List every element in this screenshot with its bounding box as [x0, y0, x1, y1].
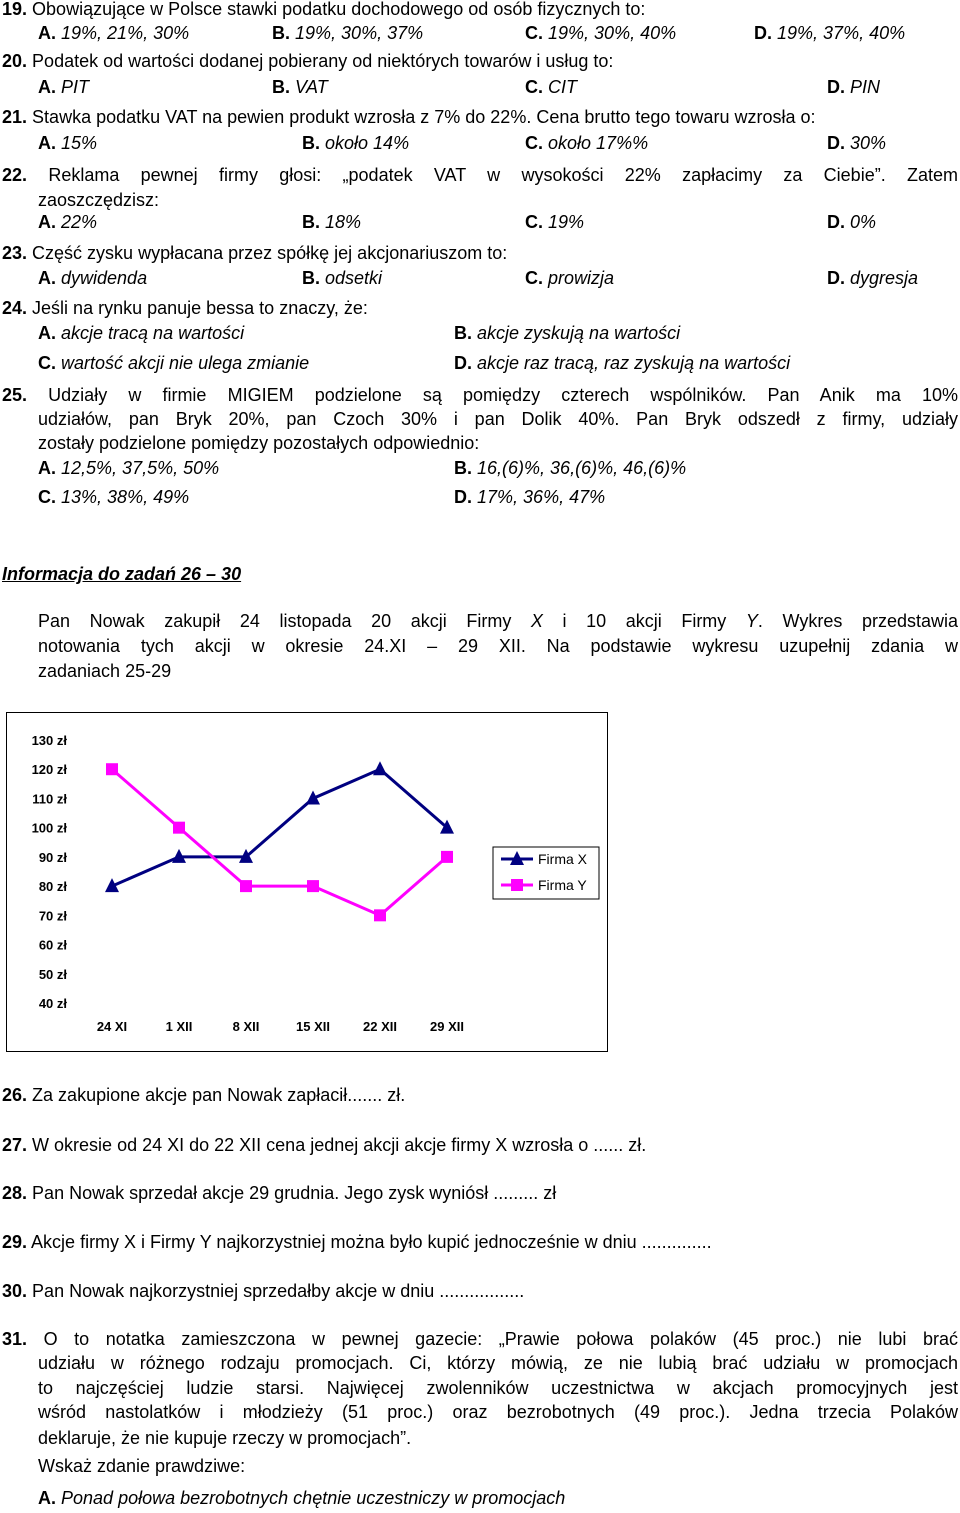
firma-y-point [441, 851, 453, 863]
question-19 [2, 0, 645, 20]
q22-option-c[interactable]: C. 19% [525, 212, 585, 232]
question-number: 24. [2, 298, 28, 318]
question-text: Podatek od wartości dodanej pobierany od niektórych towarów i usług to: [32, 51, 614, 71]
q31-option-a[interactable]: A. Ponad połowa bezrobotnych chętnie uczestniczy w promocjach [38, 1488, 566, 1508]
q21-option-c[interactable]: C. około 17%% [525, 133, 649, 153]
q23-option-c[interactable]: C. prowizja [525, 268, 615, 288]
question-number: 22. [2, 165, 28, 185]
question-text-line-3: to najczęściej ludzie starsi. Najwięcej zwolenników uczestnictwa w akcjach promocyjnych jest [38, 1378, 958, 1398]
x-tick-label: 24 XI [96, 1019, 128, 1034]
q25-option-a[interactable]: A. 12,5%, 37,5%, 50% [38, 458, 220, 478]
stock-chart [6, 712, 608, 1052]
legend-label-firma-y: Firma Y [538, 877, 587, 893]
question-number: 19. [2, 0, 28, 19]
x-tick-label: 15 XII [296, 1019, 330, 1034]
q20-option-d[interactable]: D. PIN [827, 77, 881, 97]
firm-y-name: Y [745, 611, 758, 631]
x-tick-label: 22 XII [363, 1019, 397, 1034]
y-tick-label: 100 zł [31, 820, 67, 836]
q25-option-b[interactable]: B. 16,(6)%, 36,(6)%, 46,(6)% [454, 458, 687, 478]
question-text: Część zysku wypłacana przez spółkę jej akcjonariuszom to: [32, 243, 508, 263]
question-number: 20. [2, 51, 28, 71]
q25-option-c[interactable]: C. 13%, 38%, 49% [38, 487, 190, 507]
firma-x-point [373, 761, 387, 775]
question-text-line-2: udziału w różnego rodzaju promocjach. Ci, którzy mówią, ze nie lubią brać udziału w promocjach [38, 1353, 958, 1373]
q23-option-b[interactable]: B. odsetki [302, 268, 383, 288]
firma-y-point [307, 880, 319, 892]
legend-marker-firma-y [511, 879, 523, 891]
question-text-line-5: deklaruje, że nie kupuje rzeczy w promocjach”. [38, 1428, 412, 1448]
question-22-cont: zaoszczędzisz: [38, 190, 160, 210]
question-26: 26. Za zakupione akcje pan Nowak zapłacił....... zł. [2, 1085, 406, 1105]
y-tick-label: 50 zł [38, 966, 67, 982]
question-29: 29. Akcje firmy X i Firmy Y najkorzystniej można było kupić jednocześnie w dniu .............. [2, 1232, 712, 1252]
q21-option-a[interactable]: A. 15% [38, 133, 98, 153]
question-text-line-4: wśród nastolatków i młodzieży (51 proc.) oraz bezrobotnych (49 proc.). Jedna trzecia Polaków [38, 1402, 958, 1422]
question-31 [2, 1327, 958, 1351]
q19-option-c[interactable]: C. 19%, 30%, 40% [525, 23, 677, 43]
q22-option-b[interactable]: B. 18% [302, 212, 362, 232]
info-paragraph-line-1: Pan Nowak zakupił 24 listopada 20 akcji Firmy X i 10 akcji Firmy Y. Wykres przedstawia [38, 611, 958, 631]
y-tick-label: 90 zł [38, 849, 67, 865]
q24-option-d[interactable]: D. akcje raz tracą, raz zyskują na wartości [454, 353, 791, 373]
q19-option-a[interactable]: A. 19%, 21%, 30% [38, 23, 190, 43]
q21-option-b[interactable]: B. około 14% [302, 133, 410, 153]
question-23 [2, 242, 507, 264]
firma-y-point [374, 909, 386, 921]
q22-option-d[interactable]: D. 0% [827, 212, 877, 232]
question-24 [2, 297, 368, 319]
question-number: 25. [2, 385, 28, 405]
info-paragraph-line-3: zadaniach 25-29 [38, 661, 172, 681]
info-paragraph-line-2: notowania tych akcji w okresie 24.XI – 29 XII. Na podstawie wykresu uzupełnij zdania w [38, 636, 958, 656]
question-prompt: Wskaż zdanie prawdziwe: [38, 1456, 246, 1476]
x-tick-label: 8 XII [232, 1019, 260, 1034]
firma-y-point [240, 880, 252, 892]
q22-option-a[interactable]: A. 22% [38, 212, 98, 232]
question-number: 23. [2, 243, 28, 263]
question-text: Reklama pewnej firmy głosi: „podatek VAT w wysokości 22% zapłacimy za Ciebie”. Zatem [48, 165, 958, 185]
question-25 [2, 383, 958, 407]
stock-chart-svg [7, 713, 609, 1053]
q25-option-d[interactable]: D. 17%, 36%, 47% [454, 487, 606, 507]
y-tick-label: 80 zł [38, 879, 67, 895]
q21-option-d[interactable]: D. 30% [827, 133, 887, 153]
firma-y-line [112, 769, 447, 915]
x-tick-label: 29 XII [430, 1019, 464, 1034]
question-text-line-3: zostały podzielone pomiędzy pozostałych odpowiednio: [38, 433, 480, 453]
question-text-line-2: udziałów, pan Bryk 20%, pan Czoch 30% i pan Dolik 40%. Pan Bryk odszedł z firmy, udziały [38, 409, 958, 429]
q20-option-a[interactable]: A. PIT [38, 77, 90, 97]
question-text: Stawka podatku VAT na pewien produkt wzrosła z 7% do 22%. Cena brutto tego towaru wzrosła o: [32, 107, 816, 127]
question-28: 28. Pan Nowak sprzedał akcje 29 grudnia. Jego zysk wyniósł ......... zł [2, 1183, 557, 1203]
x-tick-label: 1 XII [165, 1019, 193, 1034]
legend-label-firma-x: Firma X [538, 851, 587, 867]
y-tick-label: 60 zł [38, 937, 67, 953]
question-text: Jeśli na rynku panuje bessa to znaczy, że: [32, 298, 368, 318]
question-text-line-1: Udziały w firmie MIGIEM podzielone są pomiędzy czterech wspólników. Pan Anik ma 10% [48, 385, 958, 405]
y-tick-label: 40 zł [38, 996, 67, 1011]
firma-y-point [106, 763, 118, 775]
question-30: 30. Pan Nowak najkorzystniej sprzedałby akcje w dniu ................. [2, 1281, 525, 1301]
q19-option-b[interactable]: B. 19%, 30%, 37% [272, 23, 424, 43]
firm-x-name: X [530, 611, 543, 631]
q20-option-c[interactable]: C. CIT [525, 77, 578, 97]
question-22 [2, 163, 958, 187]
info-title: Informacja do zadań 26 – 30 [2, 564, 242, 584]
y-tick-label: 70 zł [38, 908, 67, 924]
q23-option-d[interactable]: D. dygresja [827, 268, 919, 288]
question-number: 21. [2, 107, 28, 127]
question-text: Obowiązujące w Polsce stawki podatku dochodowego od osób fizycznych to: [32, 0, 646, 19]
question-20 [2, 50, 613, 72]
q24-option-a[interactable]: A. akcje tracą na wartości [38, 323, 245, 343]
question-text-line-1: O to notatka zamieszczona w pewnej gazecie: „Prawie połowa polaków (45 proc.) nie lubi brać [43, 1329, 958, 1349]
q20-option-b[interactable]: B. VAT [272, 77, 328, 97]
question-21 [2, 106, 815, 128]
firma-y-point [173, 822, 185, 834]
q23-option-a[interactable]: A. dywidenda [38, 268, 148, 288]
question-27: 27. W okresie od 24 XI do 22 XII cena jednej akcji akcje firmy X wzrosła o ...... zł. [2, 1135, 647, 1155]
firma-x-line [112, 769, 447, 886]
y-tick-label: 130 zł [31, 733, 67, 748]
y-tick-label: 110 zł [32, 791, 67, 807]
y-tick-label: 120 zł [31, 762, 67, 778]
q19-option-d[interactable]: D. 19%, 37%, 40% [754, 23, 906, 43]
question-number: 31. [2, 1329, 28, 1349]
q24-option-b[interactable]: B. akcje zyskują na wartości [454, 323, 681, 343]
q24-option-c[interactable]: C. wartość akcji nie ulega zmianie [38, 353, 310, 373]
